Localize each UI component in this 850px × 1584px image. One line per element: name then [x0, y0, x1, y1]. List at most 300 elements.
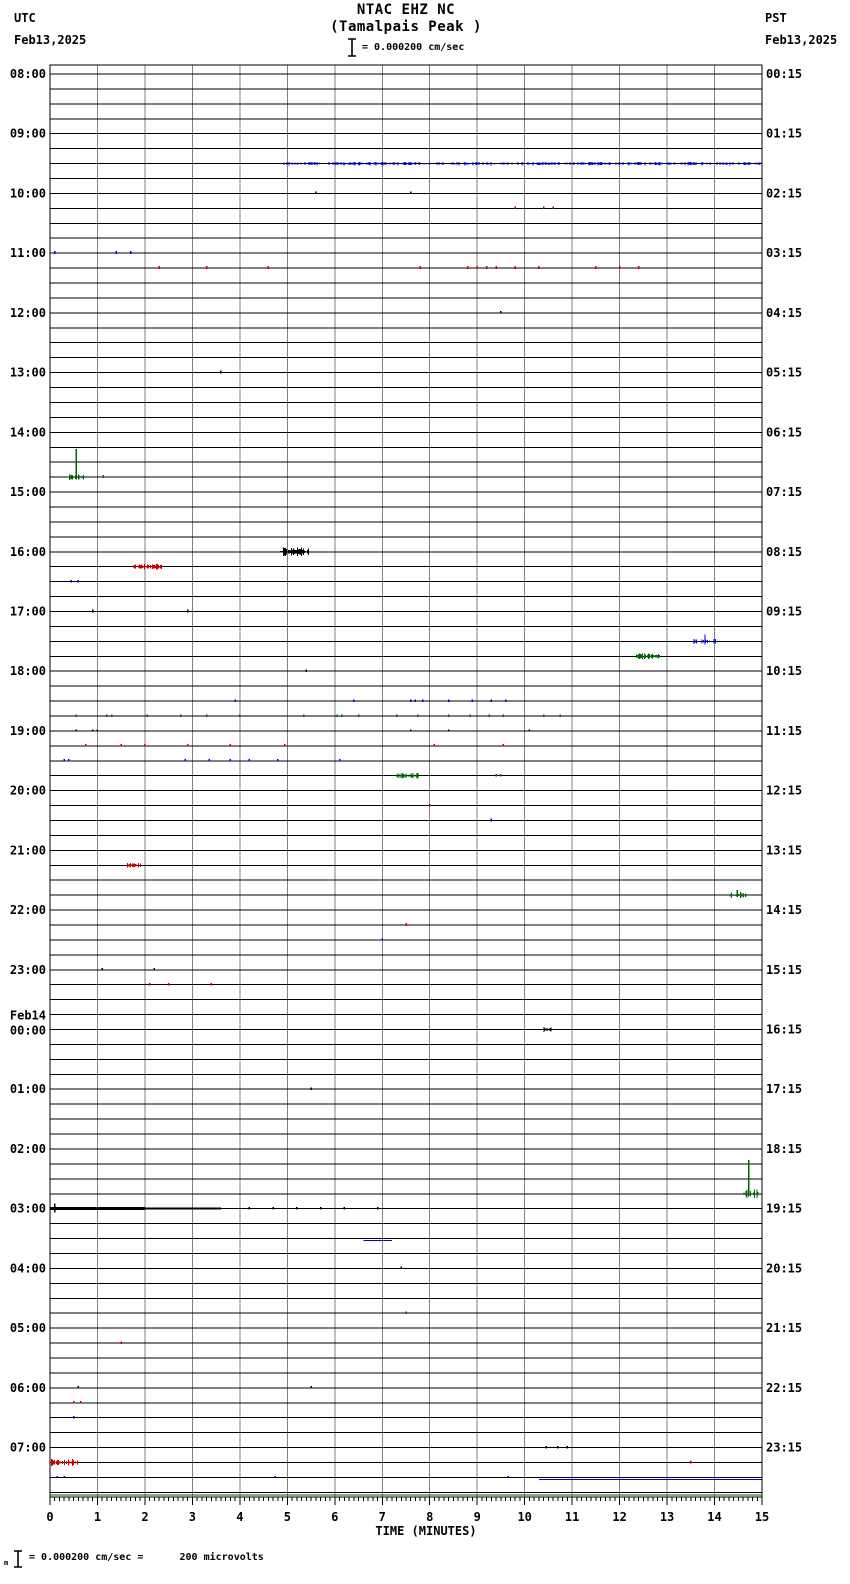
trace-event-fuzz [629, 162, 630, 165]
trace-event-fuzz [656, 655, 657, 658]
row-label-pst: 14:15 [766, 903, 803, 918]
trace-event-fuzz [285, 548, 286, 556]
trace-event-fuzz [659, 655, 660, 657]
trace-event-fuzz [71, 1462, 72, 1464]
trace-event-fuzz [314, 163, 315, 165]
trace-event-fuzz [682, 162, 683, 164]
trace-event-fuzz [589, 162, 590, 165]
trace-event-fuzz [522, 162, 523, 165]
trace-event-fuzz [559, 162, 560, 165]
trace-event-fuzz [552, 162, 553, 165]
trace-event-fuzz [53, 1461, 54, 1465]
trace-event-fuzz [304, 550, 305, 553]
trace-event-fuzz [549, 163, 550, 165]
trace-event-fuzz [333, 162, 334, 165]
trace-event-speck [168, 983, 170, 985]
trace-event-fuzz [396, 163, 397, 165]
trace-event-fuzz [75, 1462, 76, 1464]
trace-event-fuzz [136, 865, 137, 866]
row-label-utc: 08:00 [9, 67, 46, 81]
trace-event-speck [78, 1386, 80, 1388]
trace-event-speck [469, 714, 471, 716]
trace-event-fuzz [639, 162, 640, 165]
trace-event-fuzz [706, 641, 707, 642]
trace-event-fuzz [619, 162, 620, 165]
trace-event-fuzz [406, 774, 407, 778]
trace-event-fuzz [650, 656, 651, 657]
trace-event-fuzz [140, 863, 141, 867]
trace-event-fuzz [710, 162, 711, 164]
trace-event-fuzz [743, 893, 744, 897]
trace-event-speck [63, 759, 65, 761]
trace-event-fuzz [696, 639, 697, 643]
trace-event-speck [208, 759, 210, 761]
trace-event-fuzz [301, 163, 302, 165]
trace-event-fuzz [725, 163, 726, 165]
trace-event-fuzz [745, 1191, 746, 1197]
trace-event-speck [401, 1267, 403, 1270]
trace-event-fuzz [367, 162, 368, 164]
trace-event-fuzz [344, 162, 345, 165]
trace-event-fuzz [692, 163, 693, 164]
trace-event-speck [382, 938, 384, 940]
row-label-pst: 22:15 [766, 1380, 803, 1395]
trace-event-fuzz [696, 162, 697, 165]
trace-event-fuzz [305, 162, 306, 165]
trace-event-fuzz [298, 162, 299, 164]
trace-event-speck [545, 1446, 547, 1449]
row-label-pst: 21:15 [766, 1321, 803, 1336]
trace-event-fuzz [147, 565, 148, 569]
trace-event-speck [92, 729, 94, 731]
trace-event-fuzz [289, 162, 290, 166]
trace-event-speck [567, 1446, 569, 1449]
trace-event-fuzz [608, 163, 609, 164]
trace-event-fuzz [293, 163, 294, 165]
trace-event-fuzz [656, 162, 657, 165]
trace-event-speck [277, 759, 279, 761]
trace-event-fuzz [430, 162, 431, 164]
trace-event-fuzz [138, 566, 139, 568]
trace-event-fuzz [753, 1193, 754, 1195]
trace-event-offset-line [539, 1479, 762, 1480]
trace-event-fuzz [671, 163, 672, 165]
row-label-utc: 01:00 [9, 1082, 46, 1097]
axis-tick-label: 11 [564, 1510, 580, 1524]
trace-event-speck [336, 714, 338, 716]
trace-event-speck [434, 744, 436, 747]
trace-event-fuzz [457, 162, 458, 165]
trace-event-fuzz [647, 655, 648, 658]
trace-event-speck [206, 714, 208, 716]
trace-event-speck [358, 714, 360, 716]
row-label-pst: 11:15 [766, 723, 803, 738]
trace-event-fuzz [762, 163, 763, 165]
station-title: NTAC EHZ NC [356, 2, 456, 18]
axis-tick-label: 9 [473, 1510, 481, 1524]
trace-event-fuzz [381, 163, 382, 165]
trace-event-fuzz [542, 163, 543, 165]
trace-event-fuzz [131, 865, 132, 866]
trace-event-fuzz [73, 1460, 74, 1465]
trace-event-fuzz [379, 163, 380, 164]
trace-event-fuzz [312, 162, 313, 165]
trace-event-speck [405, 1312, 407, 1314]
trace-event-fuzz [681, 162, 682, 164]
trace-event-fuzz [600, 162, 601, 165]
trace-event-fuzz [702, 162, 703, 165]
trace-event-fuzz [416, 774, 417, 777]
trace-event-fuzz [292, 550, 293, 553]
trace-event-fuzz [550, 1027, 551, 1031]
trace-event-fuzz [293, 548, 294, 555]
trace-event-fuzz [620, 163, 621, 165]
trace-event-fuzz [156, 564, 157, 569]
trace-event-fuzz [705, 640, 706, 644]
trace-event-fuzz [292, 162, 293, 164]
trace-event-speck [491, 699, 493, 701]
trace-event-speck [306, 669, 308, 672]
trace-event-fuzz [548, 162, 549, 164]
trace-event-fuzz [378, 163, 379, 165]
trace-event-fuzz [443, 162, 444, 165]
trace-event-fuzz [628, 162, 629, 164]
trace-event-fuzz [746, 163, 747, 165]
trace-event-fuzz [546, 162, 547, 165]
trace-event-fuzz [154, 565, 155, 569]
trace-event-speck [507, 1476, 509, 1478]
trace-event-fuzz [663, 163, 664, 164]
trace-event-fuzz [675, 163, 676, 165]
row-label-utc: 16:00 [9, 544, 46, 559]
trace-event-speck [75, 729, 77, 731]
trace-event-fuzz [128, 864, 129, 866]
trace-event-speck [147, 714, 149, 716]
trace-event-fuzz [688, 162, 689, 166]
trace-event-fuzz [300, 549, 301, 554]
trace-event-fuzz [508, 162, 509, 165]
trace-event-fuzz [370, 162, 371, 165]
trace-event-fuzz [439, 162, 440, 165]
trace-event-fuzz [717, 162, 718, 165]
row-label-utc: 04:00 [9, 1261, 46, 1276]
axis-tick-label: 0 [46, 1510, 54, 1524]
trace-event-speck [514, 206, 516, 209]
trace-event-fuzz [504, 163, 505, 165]
row-label-utc: 20:00 [9, 783, 46, 798]
trace-event-fuzz [404, 162, 405, 165]
trace-event-speck [187, 610, 189, 613]
trace-event-fuzz [645, 655, 646, 658]
trace-event-fuzz [660, 162, 661, 165]
trace-event-speck [101, 968, 103, 970]
trace-event-fuzz [648, 653, 649, 659]
trace-event-fuzz [739, 162, 740, 165]
trace-event-speck [272, 1207, 274, 1209]
trace-event-speck [78, 580, 80, 583]
trace-event-fuzz [135, 565, 136, 569]
trace-event-fuzz [570, 162, 571, 165]
row-label-pst: 15:15 [766, 962, 803, 977]
trace-event-fuzz [424, 163, 425, 165]
trace-event-fuzz [606, 163, 607, 165]
trace-event-fuzz [746, 894, 747, 897]
trace-event-fuzz [544, 1029, 545, 1031]
trace-event-fuzz [610, 162, 611, 165]
x-axis-label: TIME (MINUTES) [375, 1524, 477, 1538]
row-label-utc: 19:00 [9, 723, 46, 738]
trace-event-fuzz [354, 162, 355, 165]
trace-event-fuzz [689, 162, 690, 164]
trace-event-speck [116, 251, 118, 254]
trace-event-fuzz [655, 655, 656, 658]
trace-event-fuzz [409, 162, 410, 165]
trace-event-fuzz [406, 162, 407, 165]
trace-event-fuzz [599, 163, 600, 164]
trace-event-fuzz [473, 162, 474, 166]
trace-event-speck [154, 968, 156, 970]
trace-event-fuzz [68, 1460, 69, 1466]
trace-event-fuzz [56, 1461, 57, 1464]
trace-event-fuzz [299, 549, 300, 555]
trace-event-fuzz [288, 550, 289, 554]
trace-event-speck [417, 714, 419, 716]
trace-event-speck [73, 1416, 75, 1418]
trace-event-fuzz [545, 163, 546, 165]
trace-event-fuzz [349, 163, 350, 164]
trace-event-speck [500, 774, 502, 777]
trace-event-fuzz [159, 566, 160, 568]
trace-event-fuzz [592, 162, 593, 165]
trace-event-fuzz [358, 163, 359, 165]
trace-event-fuzz [290, 551, 291, 553]
trace-event-fuzz [411, 162, 412, 165]
row-label-utc: 03:00 [9, 1201, 46, 1216]
trace-event-fuzz [744, 162, 745, 165]
trace-event-fuzz [426, 163, 427, 165]
trace-event-fuzz [55, 1462, 56, 1463]
trace-event-speck [187, 744, 189, 747]
trace-event-speck [54, 251, 56, 254]
trace-event-fuzz [651, 655, 652, 658]
trace-event-fuzz [693, 162, 694, 164]
trace-event-fuzz [410, 162, 411, 164]
trace-event-speck [56, 1476, 58, 1478]
trace-event-fuzz [158, 565, 159, 569]
trace-event-fuzz [317, 162, 318, 166]
trace-event-fuzz [546, 1028, 547, 1030]
trace-event-fuzz [59, 1461, 60, 1463]
trace-event-fuzz [303, 549, 304, 555]
row-label-utc: 15:00 [9, 485, 46, 500]
trace-event-speck [296, 1207, 298, 1209]
trace-event-fuzz [748, 1192, 749, 1196]
trace-event-fuzz [297, 163, 298, 165]
trace-event-fuzz [730, 894, 731, 897]
trace-event-fuzz [574, 162, 575, 165]
trace-event-fuzz [383, 162, 384, 165]
axis-tick-label: 14 [707, 1510, 722, 1524]
row-label-pst: 01:15 [766, 126, 803, 141]
trace-event-fuzz [52, 1460, 53, 1466]
trace-event-thick-line [145, 1208, 221, 1210]
trace-event-fuzz [283, 548, 284, 556]
trace-event-fuzz [691, 162, 692, 165]
trace-event-speck [557, 1446, 559, 1449]
trace-event-fuzz [310, 163, 311, 165]
trace-event-speck [68, 759, 70, 761]
trace-event-speck [488, 714, 490, 716]
trace-event-fuzz [350, 162, 351, 165]
axis-tick-label: 4 [236, 1510, 244, 1524]
trace-event-speck [97, 729, 99, 731]
trace-event-fuzz [355, 162, 356, 166]
axis-tick-label: 15 [754, 1510, 770, 1524]
trace-event-speck [419, 266, 421, 269]
trace-event-fuzz [437, 162, 438, 165]
trace-event-fuzz [139, 565, 140, 569]
trace-event-fuzz [636, 654, 637, 658]
trace-event-fuzz [411, 773, 412, 778]
trace-event-fuzz [359, 162, 360, 166]
trace-event-fuzz [523, 162, 524, 164]
axis-tick-label: 7 [378, 1510, 386, 1524]
trace-event-fuzz [669, 162, 670, 165]
axis-tick-label: 8 [426, 1510, 434, 1524]
trace-event-fuzz [487, 162, 488, 165]
trace-event-fuzz [161, 565, 162, 569]
row-label-utc: 14:00 [9, 425, 46, 440]
trace-event-fuzz [591, 163, 592, 165]
trace-event-fuzz [130, 863, 131, 867]
trace-event-fuzz [127, 863, 128, 868]
trace-event-fuzz [733, 162, 734, 165]
trace-event-speck [249, 759, 251, 761]
trace-event-speck [491, 819, 493, 822]
trace-event-fuzz [71, 475, 72, 480]
trace-event-fuzz [345, 163, 346, 165]
trace-event-speck [130, 251, 132, 254]
trace-event-fuzz [631, 163, 632, 165]
trace-event-fuzz [417, 773, 418, 778]
trace-event-fuzz [754, 1189, 755, 1198]
trace-event-speck [448, 714, 450, 716]
trace-event-fuzz [541, 163, 542, 165]
trace-event-fuzz [731, 893, 732, 898]
row-label-pst: 04:15 [766, 305, 803, 320]
trace-event-fuzz [690, 162, 691, 165]
trace-event-fuzz [578, 162, 579, 165]
trace-event-fuzz [533, 162, 534, 166]
trace-event-fuzz [455, 163, 456, 165]
trace-event-fuzz [302, 550, 303, 554]
trace-event-fuzz [645, 162, 646, 165]
trace-event-fuzz [69, 474, 70, 480]
trace-event-fuzz [501, 163, 502, 165]
row-label-utc: 02:00 [9, 1141, 46, 1156]
row-label-utc: 13:00 [9, 365, 46, 380]
trace-event-fuzz [638, 654, 639, 658]
trace-event-speck [80, 1401, 82, 1404]
trace-event-fuzz [141, 565, 142, 569]
trace-event-fuzz [657, 163, 658, 165]
row-label-utc: 22:00 [9, 903, 46, 918]
trace-event-fuzz [537, 162, 538, 164]
trace-event-fuzz [760, 163, 761, 165]
row-label-utc: 17:00 [9, 604, 46, 619]
trace-event-fuzz [602, 162, 603, 165]
trace-event-fuzz [295, 550, 296, 553]
trace-event-fuzz [703, 640, 704, 643]
trace-event-speck [320, 1207, 322, 1209]
axis-tick-label: 5 [283, 1510, 291, 1524]
trace-event-fuzz [611, 163, 612, 164]
axis-tick-label: 1 [93, 1510, 102, 1524]
trace-event-fuzz [590, 162, 591, 165]
row-label-utc: 10:00 [9, 186, 46, 201]
trace-event-speck [220, 371, 222, 374]
row-label-pst: 10:15 [766, 664, 803, 679]
trace-event-speck [339, 759, 341, 761]
trace-event-thick-line [50, 1207, 145, 1210]
trace-event-fuzz [538, 162, 539, 165]
trace-event-speck [106, 714, 108, 716]
trace-event-fuzz [674, 163, 675, 165]
row-label-utc: 21:00 [9, 843, 46, 858]
trace-event-speck [158, 266, 160, 269]
trace-event-fuzz [642, 654, 643, 659]
trace-event-fuzz [601, 162, 602, 164]
trace-event-fuzz [402, 773, 403, 779]
trace-event-fuzz [386, 163, 387, 165]
trace-event-fuzz [133, 566, 134, 568]
trace-event-fuzz [414, 775, 415, 777]
trace-event-fuzz [479, 162, 480, 165]
trace-event-fuzz [366, 163, 367, 164]
trace-event-fuzz [565, 163, 566, 165]
trace-event-fuzz [284, 548, 285, 556]
trace-event-fuzz [573, 163, 574, 164]
trace-event-speck [149, 983, 151, 985]
trace-event-fuzz [757, 1193, 758, 1195]
trace-event-fuzz [638, 162, 639, 165]
row-label-pst: 19:15 [766, 1201, 803, 1216]
trace-event-fuzz [134, 565, 135, 568]
trace-event-speck [234, 699, 236, 701]
trace-event-fuzz [585, 163, 586, 165]
trace-event-speck [422, 699, 424, 701]
site-name: (Tamalpais Peak ) [330, 19, 482, 35]
row-label-pst: 12:15 [766, 783, 803, 798]
trace-event-fuzz [693, 639, 694, 644]
trace-event-fuzz [416, 163, 417, 165]
trace-event-fuzz [309, 162, 310, 165]
trace-event-fuzz [730, 162, 731, 166]
trace-event-fuzz [54, 1460, 55, 1465]
trace-event-fuzz [287, 162, 288, 165]
trace-event-fuzz [549, 1028, 550, 1031]
row-label-pst: 06:15 [766, 425, 803, 440]
trace-event-fuzz [477, 162, 478, 165]
trace-event-fuzz [143, 566, 144, 567]
trace-event-fuzz [83, 475, 84, 479]
trace-event-fuzz [555, 162, 556, 165]
row-label-pst: 07:15 [766, 485, 803, 500]
trace-event-speck [467, 266, 469, 269]
trace-event-speck [120, 1341, 122, 1343]
axis-tick-label: 13 [659, 1510, 675, 1524]
trace-event-fuzz [140, 565, 141, 569]
